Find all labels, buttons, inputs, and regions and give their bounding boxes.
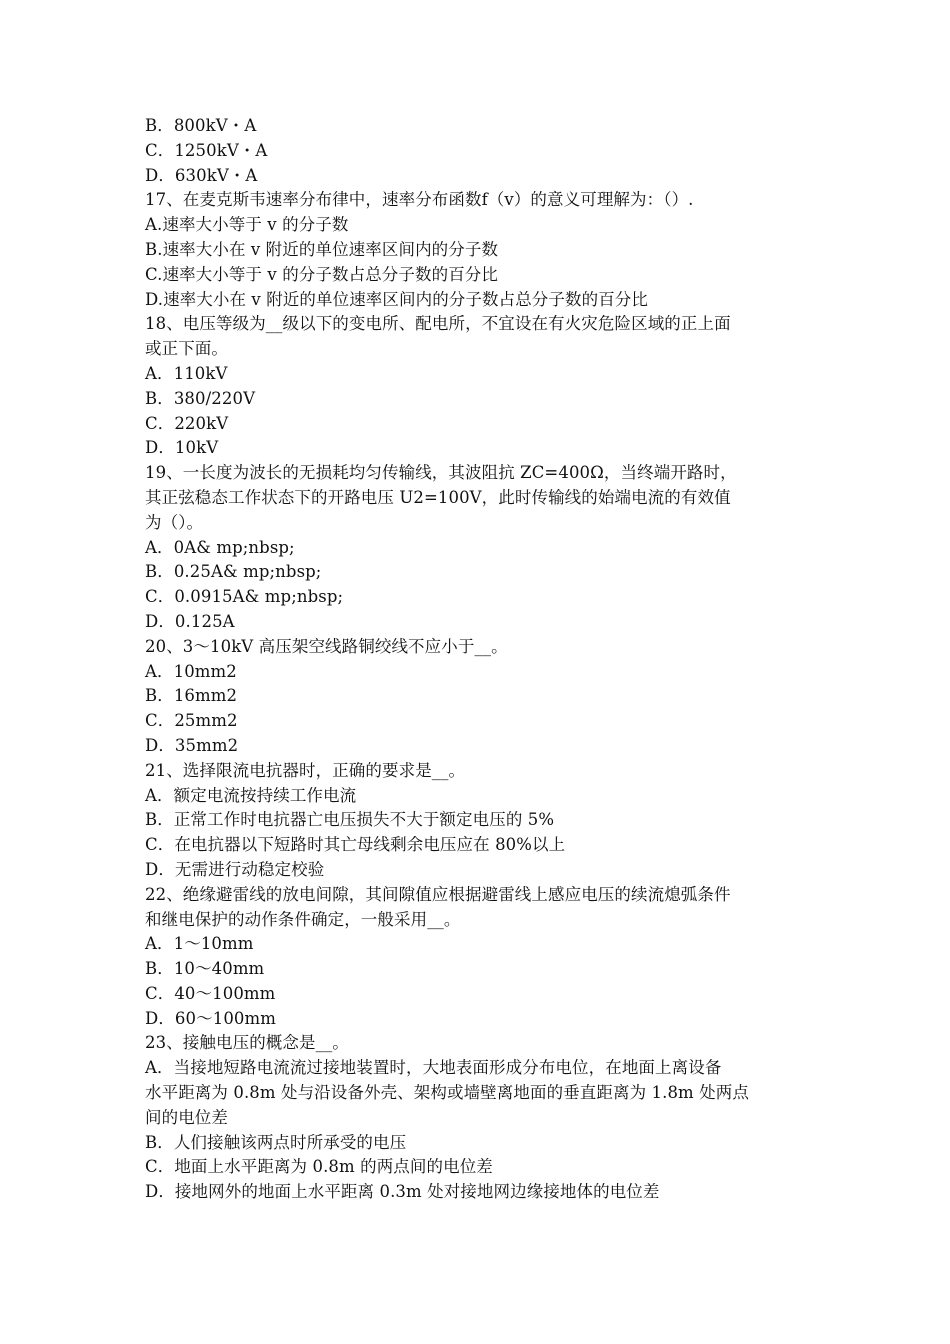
option-line: C．25mm2: [145, 711, 238, 731]
option-line: C．地面上水平距离为 0.8m 的两点间的电位差: [145, 1157, 493, 1177]
question-18-cont: 或正下面。: [145, 339, 228, 359]
option-line: C．1250kV・A: [145, 140, 268, 160]
option-line-cont: 间的电位差: [145, 1107, 228, 1127]
option-line: D．60～100mm: [145, 1008, 277, 1028]
question-23: 23、接触电压的概念是__。: [145, 1033, 349, 1053]
option-line: A．1～10mm: [145, 934, 254, 954]
option-line: A．110kV: [145, 363, 228, 383]
option-line: A．当接地短路电流流过接地装置时，大地表面形成分布电位，在地面上离设备: [145, 1058, 722, 1078]
option-line: A．额定电流按持续工作电流: [145, 785, 357, 805]
option-line: D．10kV: [145, 438, 219, 458]
option-line: B．正常工作时电抗器亡电压损失不大于额定电压的 5%: [145, 810, 555, 830]
option-line: B．800kV・A: [145, 116, 257, 135]
option-line: C．在电抗器以下短路时其亡母线剩余电压应在 80%以上: [145, 835, 566, 855]
option-line: D．0.125A: [145, 611, 235, 631]
option-line: C．0.0915A& mp;nbsp;: [145, 587, 344, 607]
option-line: D．接地网外的地面上水平距离 0.3m 处对接地网边缘接地体的电位差: [145, 1182, 660, 1202]
question-19-cont: 为（）。: [145, 512, 204, 532]
question-17: 17、在麦克斯韦速率分布律中，速率分布函数f（v）的意义可理解为：（）.: [145, 190, 694, 210]
option-line: B．人们接触该两点时所承受的电压: [145, 1132, 407, 1152]
option-line: B．10～40mm: [145, 959, 265, 979]
option-line: C．220kV: [145, 413, 229, 433]
question-20: 20、3～10kV 高压架空线路铜绞线不应小于__。: [145, 636, 508, 656]
document-body: [145, 114, 810, 1205]
question-19-cont: 其正弦稳态工作状态下的开路电压 U2=100V，此时传输线的始端电流的有效值: [145, 487, 731, 507]
option-line: C．40～100mm: [145, 983, 276, 1003]
question-18: 18、电压等级为__级以下的变电所、配电所，不宜设在有火灾危险区域的正上面: [145, 314, 731, 334]
option-line: A.速率大小等于 v 的分子数: [145, 215, 349, 235]
option-line-cont: 水平距离为 0.8m 处与沿设备外壳、架构或墙壁离地面的垂直距离为 1.8m 处两点: [145, 1083, 749, 1103]
question-21: 21、选择限流电抗器时，正确的要求是__。: [145, 760, 466, 780]
option-line: A．0A& mp;nbsp;: [145, 537, 295, 557]
option-line: A．10mm2: [145, 661, 237, 681]
option-line: B．16mm2: [145, 686, 238, 706]
option-line: D．630kV・A: [145, 165, 258, 185]
option-line: D.速率大小在 v 附近的单位速率区间内的分子数占总分子数的百分比: [145, 289, 648, 309]
option-line: D．35mm2: [145, 735, 239, 755]
question-22-cont: 和继电保护的动作条件确定，一般采用__。: [145, 909, 461, 929]
question-22: 22、绝缘避雷线的放电间隙，其间隙值应根据避雷线上感应电压的续流熄弧条件: [145, 884, 731, 904]
option-line: C.速率大小等于 v 的分子数占总分子数的百分比: [145, 264, 498, 284]
question-19: 19、一长度为波长的无损耗均匀传输线，其波阻抗 ZC=400Ω，当终端开路时，: [145, 463, 737, 483]
option-line: B．380/220V: [145, 388, 256, 408]
option-line: D．无需进行动稳定校验: [145, 859, 325, 879]
option-line: B.速率大小在 v 附近的单位速率区间内的分子数: [145, 239, 499, 259]
option-line: B．0.25A& mp;nbsp;: [145, 562, 322, 582]
